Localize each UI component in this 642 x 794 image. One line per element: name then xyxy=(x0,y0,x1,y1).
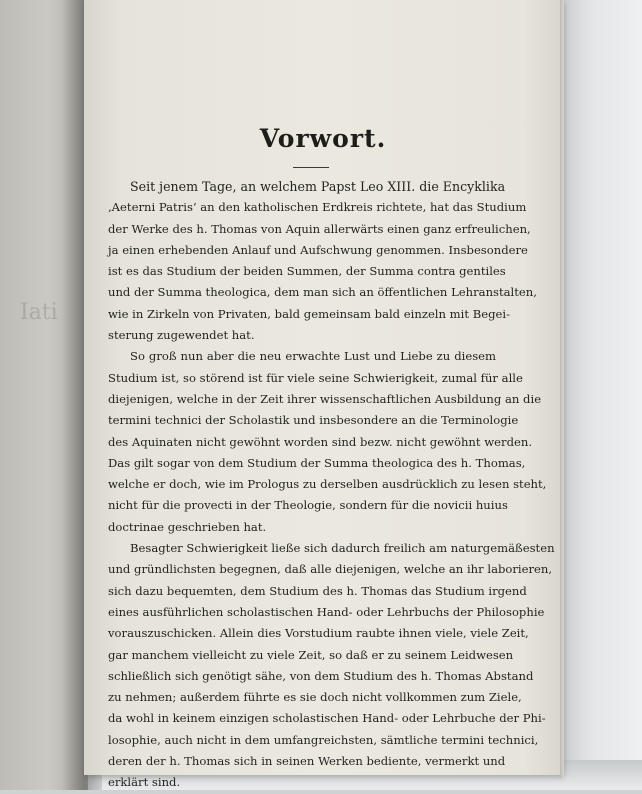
text-line: Das gilt sogar von dem Studium der Summa theologica des h. Thomas, xyxy=(108,455,526,470)
background-surface xyxy=(560,0,642,790)
text-line: Studium ist, so störend ist für viele seine Schwierigkeit, zumal für alle xyxy=(108,370,523,385)
text-line: und der Summa theologica, dem man sich an öffentlichen Lehranstalten, xyxy=(108,285,537,300)
page-edge xyxy=(560,0,564,778)
text-line: schließlich sich genötigt sähe, von dem Studium des h. Thomas Abstand xyxy=(108,668,534,683)
text-line: ja einen erhebenden Anlauf und Aufschwung genommen. Insbesondere xyxy=(108,242,528,257)
text-line: sterung zugewendet hat. xyxy=(108,328,255,343)
text-line: wie in Zirkeln von Privaten, bald gemeinsam bald einzeln mit Begei- xyxy=(108,306,510,321)
text-line: gar manchem vielleicht zu viele Zeit, so daß er zu seinem Leidwesen xyxy=(108,647,514,662)
text-line: losophie, auch nicht in dem umfangreichsten, sämtliche termini technici, xyxy=(108,732,539,747)
body-text xyxy=(108,176,555,794)
text-line: und gründlichsten begegnen, daß alle diejenigen, welche an ihr laborieren, xyxy=(108,562,553,577)
text-line: vorauszuschicken. Allein dies Vorstudium raubte ihnen viele, viele Zeit, xyxy=(108,626,529,641)
text-line: welche er doch, wie im Prologus zu derselben ausdrücklich zu lesen steht, xyxy=(108,477,547,492)
text-line: erklärt sind. xyxy=(108,775,181,790)
text-line: deren der h. Thomas sich in seinen Werken bediente, vermerkt und xyxy=(108,754,506,769)
text-line: eines ausführlichen scholastischen Hand- oder Lehrbuchs der Philosophie xyxy=(108,604,545,619)
text-line: Seit jenem Tage, an welchem Papst Leo XIII. die Encyklika xyxy=(130,179,506,194)
text-line: ist es das Studium der beiden Summen, der Summa contra gentiles xyxy=(108,264,506,279)
text-line: diejenigen, welche in der Zeit ihrer wissenschaftlichen Ausbildung an die xyxy=(108,391,542,406)
text-line: zu nehmen; außerdem führte es sie doch nicht vollkommen zum Ziele, xyxy=(108,690,522,705)
text-line: des Aquinaten nicht gewöhnt worden sind bezw. nicht gewöhnt werden. xyxy=(108,434,533,449)
text-line: nicht für die provecti in der Theologie, sondern für die novicii huius xyxy=(108,498,508,513)
text-line: termini technici der Scholastik und insbesondere an die Terminologie xyxy=(108,413,519,428)
page-title: Vorwort. xyxy=(259,124,387,153)
text-line: Besagter Schwierigkeit ließe sich dadurch freilich am naturgemäßesten xyxy=(130,541,555,556)
title-rule xyxy=(293,167,329,168)
text-line: ‚Aeterni Patris‘ an den katholischen Erdkreis richtete, hat das Studium xyxy=(108,200,527,215)
text-line: da wohl in keinem einzigen scholastischen Hand- oder Lehrbuche der Phi- xyxy=(108,711,546,726)
text-line: doctrinae geschrieben hat. xyxy=(108,519,267,534)
show-through-text: Iati xyxy=(20,300,58,325)
text-line: sich dazu bequemten, dem Studium des h. Thomas das Studium irgend xyxy=(108,583,527,598)
text-line: So groß nun aber die neu erwachte Lust und Liebe zu diesem xyxy=(130,349,496,364)
text-line: der Werke des h. Thomas von Aquin allerwärts einen ganz erfreulichen, xyxy=(108,221,531,236)
